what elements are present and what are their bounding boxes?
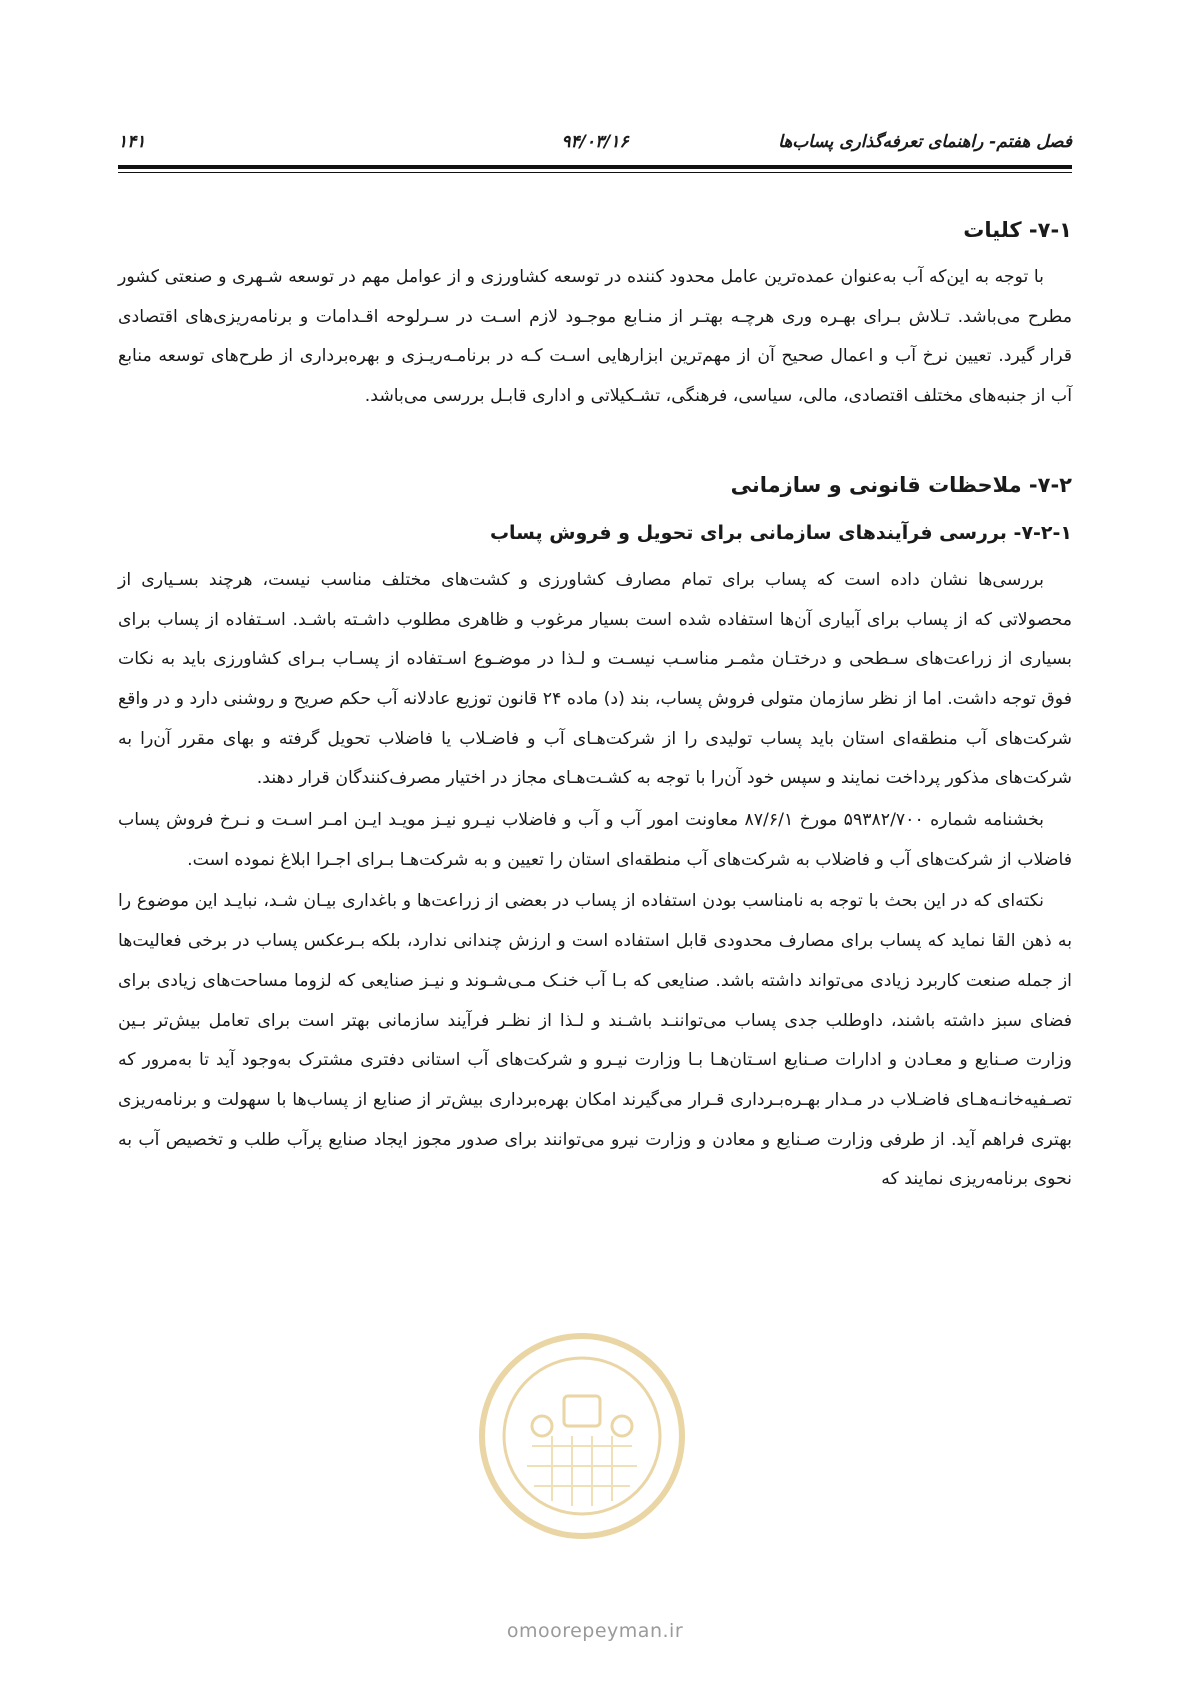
- page-body: [118, 210, 1072, 1202]
- watermark-seal-logo: [472, 1326, 692, 1546]
- running-header: [118, 128, 1072, 164]
- header-rule-thick: [118, 165, 1072, 169]
- watermark-site-url: omoorepeyman.ir: [506, 1620, 684, 1642]
- processes-paragraph-3: نکته‌ای که در این بحث با توجه به نامناسب بودن استفاده از پساب در بعضی از زراعت‌ها و باغداری بیـان شـد، نبایـد این موضوع را به ذهن القا نماید که پساب برای مصارف محدودی قابل استفاده است و ارزش چندانی ندارد، بلکه بـرعکس پساب در برخی فعالیت‌ها از جمله صنعت کاربرد زیادی می‌تواند داشته باشد. صنایعی که بـا آب خنـک مـی‌شـوند و نیـز صنایعی که لزوما مساحت‌های زیادی برای فضای سبز داشته باشند، داوطلب جدی پساب می‌تواننـد باشـند و لـذا از نظـر فرآیند سازمانی بهتر است برای تعامل بیش‌تر بـین وزارت صـنایع و معـادن و ادارات صـنایع اسـتان‌هـا بـا وزارت نیـرو و شرکت‌های آب استانی دفتری مشترک به‌وجود آید تا به‌مرور که تصـفیه‌خانـه‌هـای فاضـلاب در مـدار بهـره‌بـرداری قـرار می‌گیرند امکان بهره‌برداری بیش‌تر از صنایع از پساب‌ها با سهولت و برنامه‌ریزی بهتری فراهم آید. از طرفی وزارت صـنایع و معادن و وزارت نیرو می‌توانند برای صدور مجوز ایجاد صنایع پرآب طلب و تخصیص آب به نحوی برنامه‌ریزی نمایند که: [118, 891, 1072, 1190]
- section-heading-legal: ۷-۲- ملاحظات قانونی و سازمانی: [730, 472, 1072, 497]
- subsection-heading-processes: ۷-۲-۱- بررسی فرآیندهای سازمانی برای تحویل و فروش پساب: [489, 521, 1072, 544]
- header-date: ۹۴/۰۳/۱۶: [561, 132, 629, 152]
- section-heading-overview: ۷-۱- کلیات: [963, 218, 1072, 242]
- overview-paragraph: با توجه به این‌که آب به‌عنوان عمده‌ترین عامل محدود کننده در توسعه کشاورزی و از عوامل مهم در توسعه شـهری و صنعتی کشور مطرح می‌باشد. تـلاش بـرای بهـره وری هرچـه بهتـر از منـابع موجـود لازم اسـت در سـرلوحه اقـدامات و برنامه‌ریزی‌های اقتصادی قرار گیرد. تعیین نرخ آب و اعمال صحیح آن از مهم‌ترین ابزارهایی اسـت کـه در برنامـه‌ریـزی و بهره‌برداری از طرح‌های توسعه منابع آب از جنبه‌های مختلف اقتصادی، مالی، سیاسی، فرهنگی، تشـکیلاتی و اداری قابـل بررسی می‌باشد.: [118, 267, 1072, 407]
- processes-paragraph-2: بخشنامه شماره ۵۹۳۸۲/۷۰۰ مورخ ۸۷/۶/۱ معاونت امور آب و آب و فاضلاب نیـرو نیـز مویـد ایـن امـر اسـت و نـرخ فروش پساب فاضلاب از شرکت‌های آب و فاضلاب به شرکت‌های آب منطقه‌ای استان را تعیین و به شرکت‌هـا بـرای اجـرا ابلاغ نموده است.: [118, 810, 1072, 870]
- processes-paragraph-1: بررسی‌ها نشان داده است که پساب برای تمام مصارف کشاورزی و کشت‌های مختلف مناسب نیست، هرچند بسـیاری از محصولاتی که از پساب برای آبیاری آن‌ها استفاده شده است بسیار مرغوب و ظاهری مطلوب داشـته باشـد. اسـتفاده از پساب برای بسیاری از زراعت‌های سـطحی و درختـان مثمـر مناسـب نیسـت و لـذا در موضـوع اسـتفاده از پسـاب بـرای کشاورزی باید به نکات فوق توجه داشت. اما از نظر سازمان متولی فروش پساب، بند (د) ماده ۲۴ قانون توزیع عادلانه آب حکم صریح و روشنی دارد و در واقع شرکت‌های آب منطقه‌ای استان باید پساب تولیدی را از شرکت‌هـای آب و فاضـلاب یا فاضلاب تحویل گرفته و بهای مقرر آن‌را به شرکت‌های مذکور پرداخت نمایند و سپس خود آن‌را با توجه به کشـت‌هـای مجاز در اختیار مصرف‌کنندگان قرار دهند.: [117, 569, 1072, 789]
- chapter-title: فصل هفتم- راهنمای تعرفه‌گذاری پساب‌ها: [778, 132, 1072, 152]
- header-rule-thin: [118, 172, 1072, 173]
- page-number: ۱۴۱: [118, 132, 146, 152]
